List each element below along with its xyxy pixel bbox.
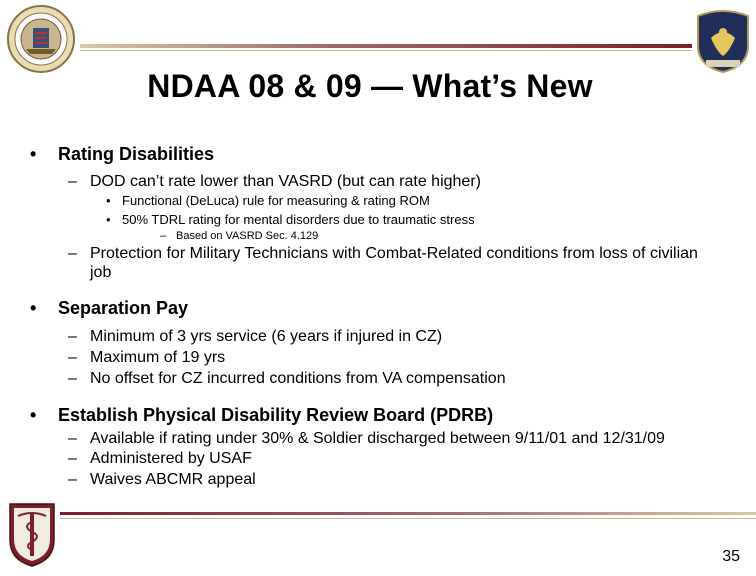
list-item <box>30 448 730 469</box>
section-heading-text: Separation Pay <box>58 298 189 318</box>
army-seal-icon <box>6 4 76 74</box>
list-item <box>30 172 730 191</box>
bullet-icon: • <box>106 212 111 227</box>
branch-insignia-icon <box>694 8 752 74</box>
list-item-text: DOD can’t rate lower than VASRD (but can rate higher) <box>90 173 481 190</box>
header-rule <box>80 44 692 48</box>
section-heading-text: Rating Disabilities <box>58 144 215 164</box>
section-heading-rating-disabilities <box>30 142 730 166</box>
dash-icon: – <box>68 328 77 345</box>
slide-body <box>30 142 730 490</box>
list-item-text: Functional (DeLuca) rule for measuring & rating ROM <box>122 193 430 208</box>
list-item-text: Available if rating under 30% & Soldier discharged between 9/11/01 and 12/31/09 <box>90 430 665 447</box>
list-item-text: 50% TDRL rating for mental disorders due to traumatic stress <box>122 212 475 227</box>
dash-icon: – <box>68 349 77 366</box>
list-item <box>30 429 730 448</box>
list-item <box>30 210 730 229</box>
list-item <box>30 326 730 347</box>
list-item <box>30 368 730 389</box>
list-item-text: Based on VASRD Sec. 4.129 <box>176 230 319 242</box>
dash-icon: – <box>68 245 77 262</box>
slide-title: NDAA 08 & 09 — What’s New <box>147 68 593 104</box>
bullet-icon: • <box>30 405 37 425</box>
list-item <box>30 244 730 282</box>
dash-icon: – <box>68 370 77 387</box>
dash-icon: – <box>68 173 77 190</box>
list-item-text: Maximum of 19 yrs <box>90 349 226 366</box>
dash-icon: – <box>68 450 77 467</box>
list-item <box>30 469 730 490</box>
dash-icon: – <box>68 430 77 447</box>
bullet-icon: • <box>30 298 37 318</box>
list-item-text: Administered by USAF <box>90 450 252 467</box>
list-item <box>30 229 730 244</box>
bullet-icon: • <box>30 144 37 164</box>
footer-rule <box>60 512 756 515</box>
list-item <box>30 347 730 368</box>
dash-icon: – <box>68 471 77 488</box>
page-number: 35 <box>722 548 740 565</box>
footer-rule-thin <box>60 518 756 519</box>
list-item-text: Waives ABCMR appeal <box>90 471 256 488</box>
section-heading-separation-pay <box>30 296 730 320</box>
section-heading-pdrb <box>30 403 730 427</box>
list-item-text: Protection for Military Technicians with Combat-Related conditions from loss of civilian job <box>90 245 698 281</box>
list-item-text: Minimum of 3 yrs service (6 years if injured in CZ) <box>90 328 443 345</box>
section-heading-text: Establish Physical Disability Review Board (PDRB) <box>58 405 494 425</box>
dash-icon: – <box>160 230 167 242</box>
bullet-icon: • <box>106 193 111 208</box>
list-item-text: No offset for CZ incurred conditions from VA compensation <box>90 370 506 387</box>
medical-command-emblem-icon <box>4 500 60 568</box>
list-item <box>30 191 730 210</box>
header-rule-thin <box>80 50 692 51</box>
